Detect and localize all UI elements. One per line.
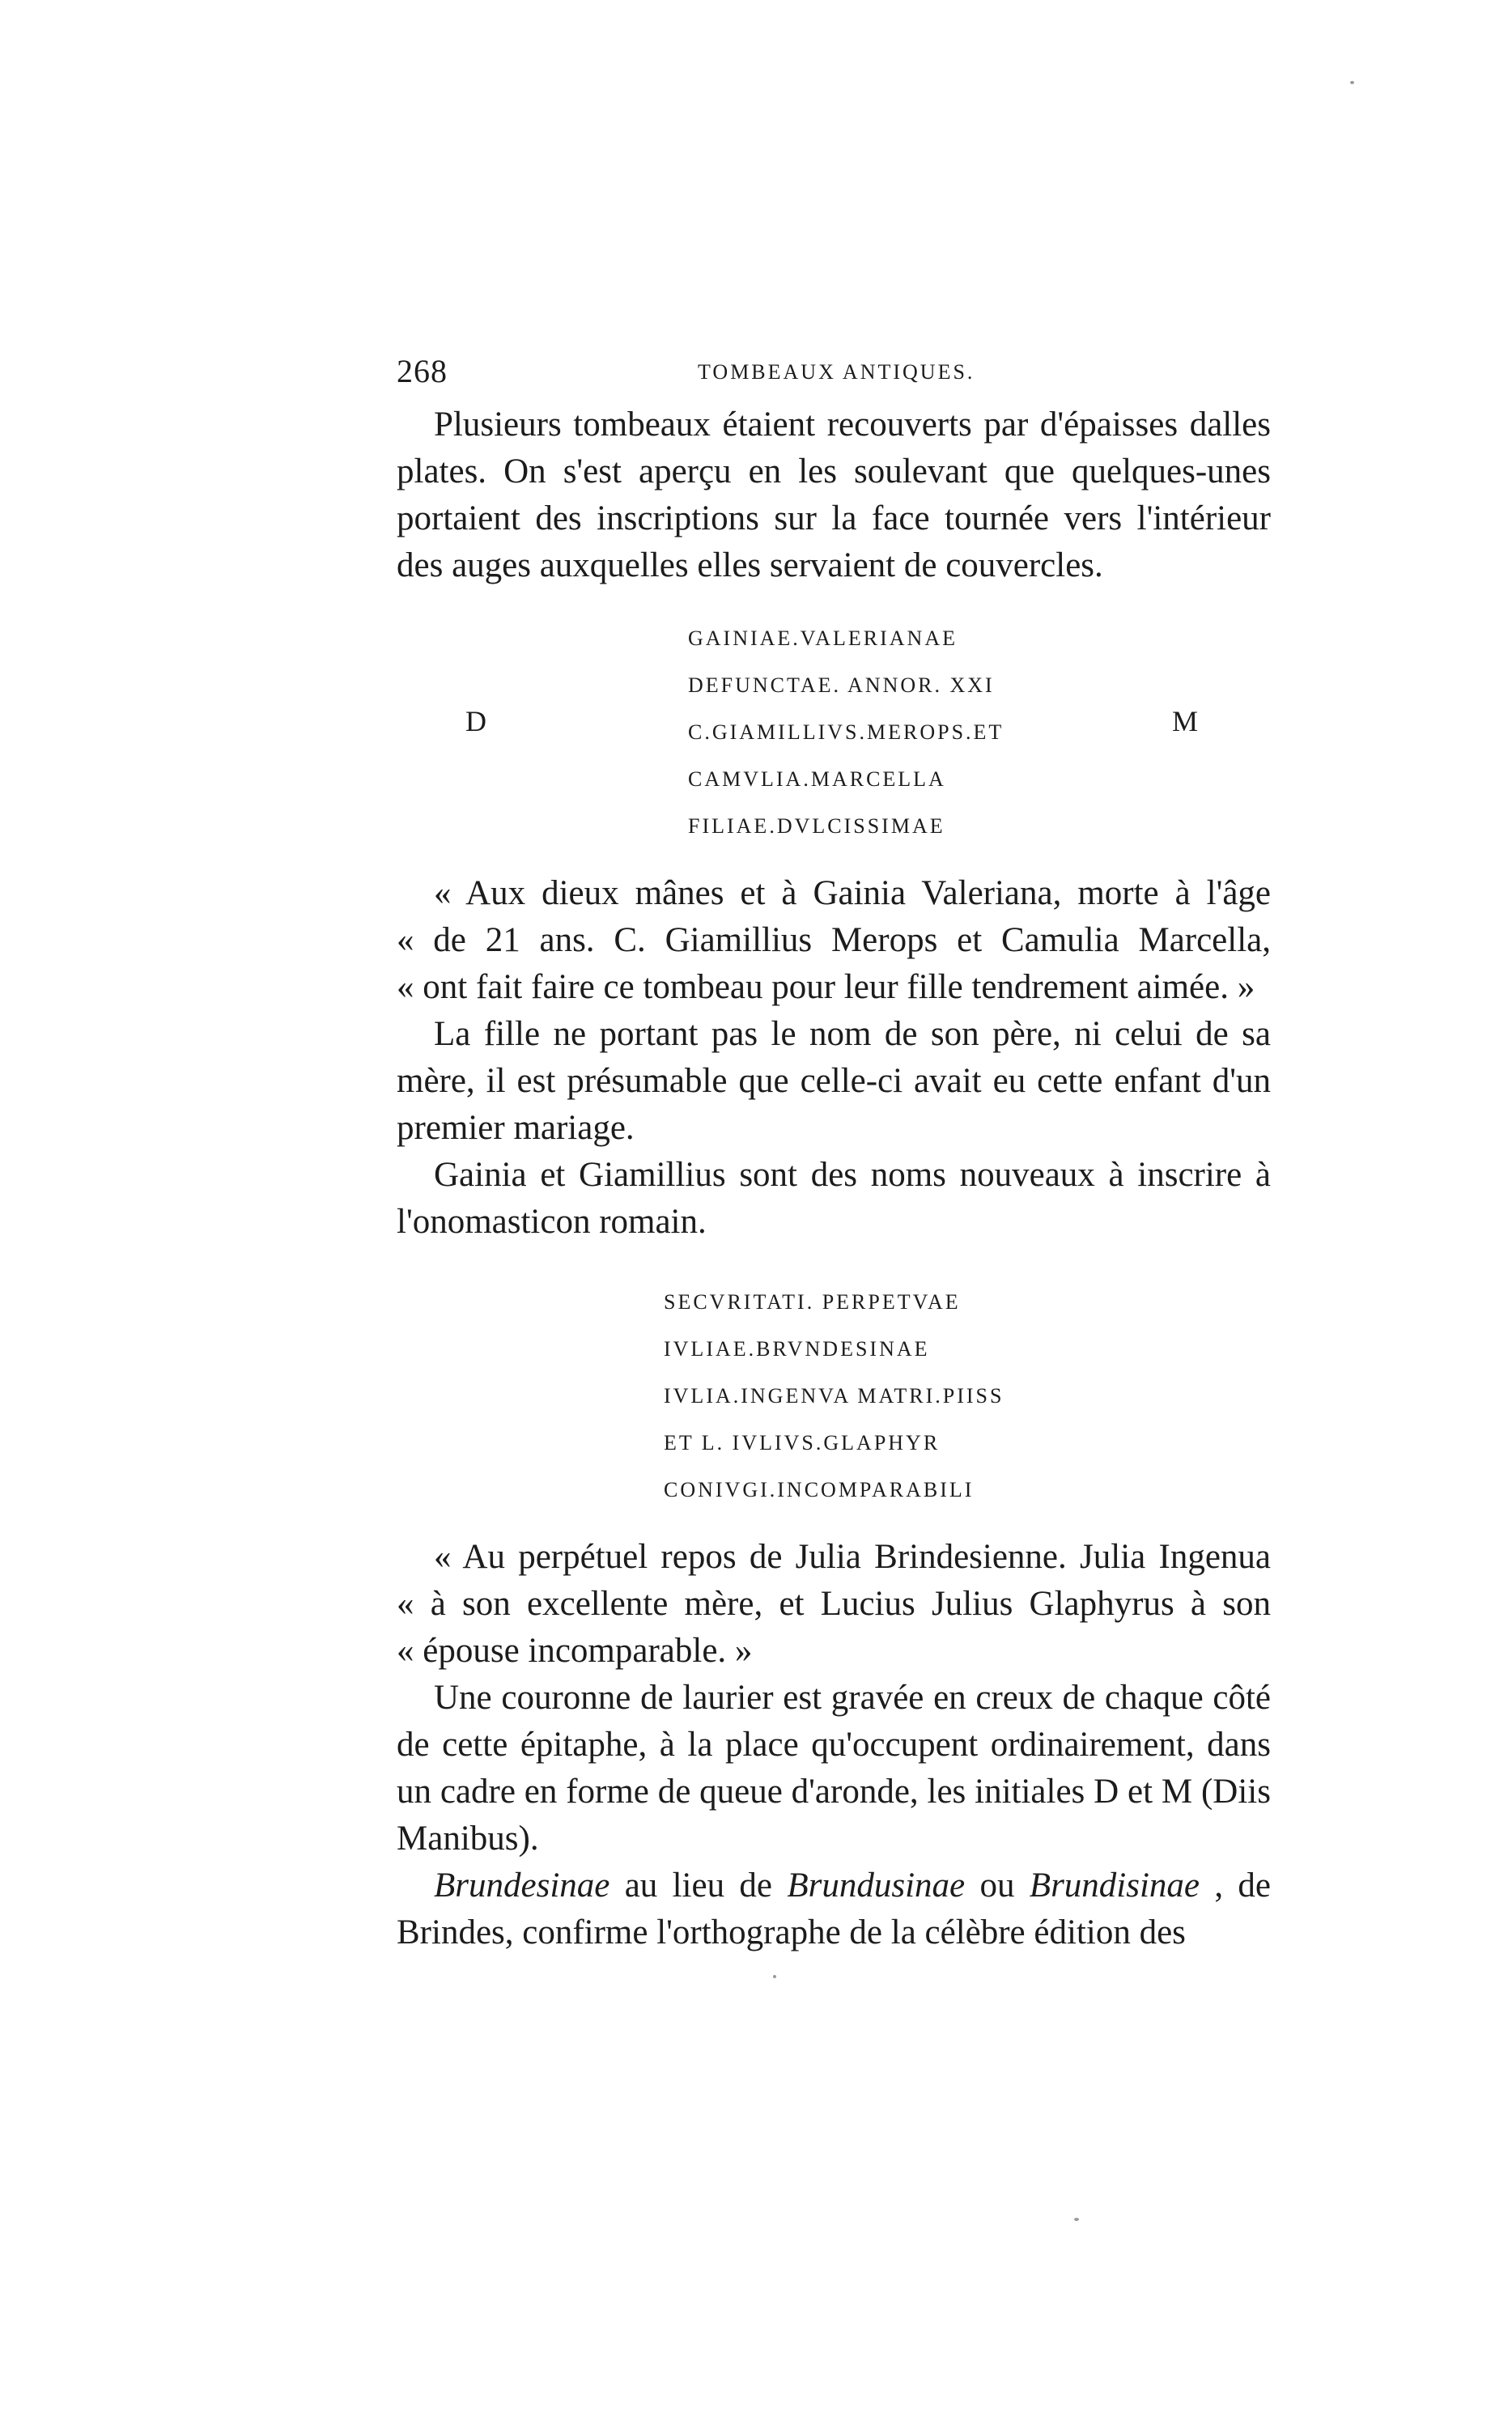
paragraph-daughter: La fille ne portant pas le nom de son père, ni celui de sa mère, il est présumable que celle-ci avait eu cette enfant d'un premier mariage. — [397, 1015, 1271, 1147]
translation-block-1 — [397, 870, 1271, 1011]
inscription-julia — [664, 1279, 1004, 1514]
paragraph-block-2 — [397, 1011, 1271, 1246]
page-number: 268 — [397, 353, 448, 389]
inscription-left-letter: D — [465, 705, 486, 737]
inscription-line: DEFUNCTAE. ANNOR. XXI — [688, 673, 995, 697]
inscription-line: IVLIA.INGENVA MATRI.PIISS — [664, 1384, 1004, 1408]
inscription-right-letter: M — [1172, 705, 1199, 737]
inscription-line: CONIVGI.INCOMPARABILI — [664, 1478, 975, 1501]
inscription-line: IVLIAE.BRVNDESINAE — [664, 1337, 930, 1361]
text-run: , de Brindes, confirme l'orthographe de la célèbre édition des — [397, 1867, 1272, 1951]
italic-word: Brundisinae — [1029, 1867, 1200, 1905]
paragraph-block-3 — [397, 1675, 1271, 1956]
translation-line: « de 21 ans. C. Giamillius Merops et Camulia Marcella, — [397, 921, 1271, 959]
translation-line: « Au perpétuel repos de Julia Brindesienne. Julia Ingenua — [434, 1538, 1271, 1576]
inscription-line: CAMVLIA.MARCELLA — [688, 767, 946, 791]
paper-speck — [1350, 81, 1354, 84]
translation-line: « ont fait faire ce tombeau pour leur fille tendrement aimée. » — [397, 968, 1255, 1006]
page-header — [397, 352, 1271, 401]
translation-line: « Aux dieux mânes et à Gainia Valeriana, morte à l'âge — [434, 874, 1271, 912]
inscription-gainia — [688, 615, 1004, 850]
paragraph-block-1 — [397, 401, 1271, 589]
paper-speck — [773, 1975, 776, 1978]
italic-word: Brundusinae — [787, 1867, 966, 1905]
running-title: TOMBEAUX ANTIQUES. — [698, 360, 975, 384]
inscription-line: ET L. IVLIVS.GLAPHYR — [664, 1431, 941, 1455]
paragraph-names: Gainia et Giamillius sont des noms nouveaux à inscrire à l'onomasticon romain. — [397, 1156, 1271, 1241]
paper-speck — [1074, 2218, 1079, 2221]
paragraph-tombs: Plusieurs tombeaux étaient recouverts par d'épaisses dalles plates. On s'est aperçu en les soulevant que quelques-unes portaient des inscriptions sur la face tournée vers l'intérieur des auges auxquelles elles servaient de couvercles. — [397, 406, 1271, 584]
inscription-line: GAINIAE.VALERIANAE — [688, 626, 958, 650]
inscription-line: C.GIAMILLIVS.MEROPS.ET — [688, 720, 1004, 744]
paragraph-brundesinae — [397, 1862, 1271, 1956]
text-run: ou — [965, 1867, 1030, 1905]
italic-word: Brundesinae — [434, 1867, 610, 1905]
translation-line: « épouse incomparable. » — [397, 1632, 753, 1670]
translation-block-2 — [397, 1534, 1271, 1675]
inscription-line: FILIAE.DVLCISSIMAE — [688, 814, 945, 838]
translation-line: « à son excellente mère, et Lucius Julius Glaphyrus à son — [397, 1585, 1271, 1623]
paragraph-laurel: Une couronne de laurier est gravée en creux de chaque côté de cette épitaphe, à la place qu'occupent ordinairement, dans un cadre en forme de queue d'aronde, les initiales D et M (Diis Manibus). — [397, 1679, 1271, 1858]
inscription-line: SECVRITATI. PERPETVAE — [664, 1290, 961, 1314]
text-run: au lieu de — [609, 1867, 788, 1905]
